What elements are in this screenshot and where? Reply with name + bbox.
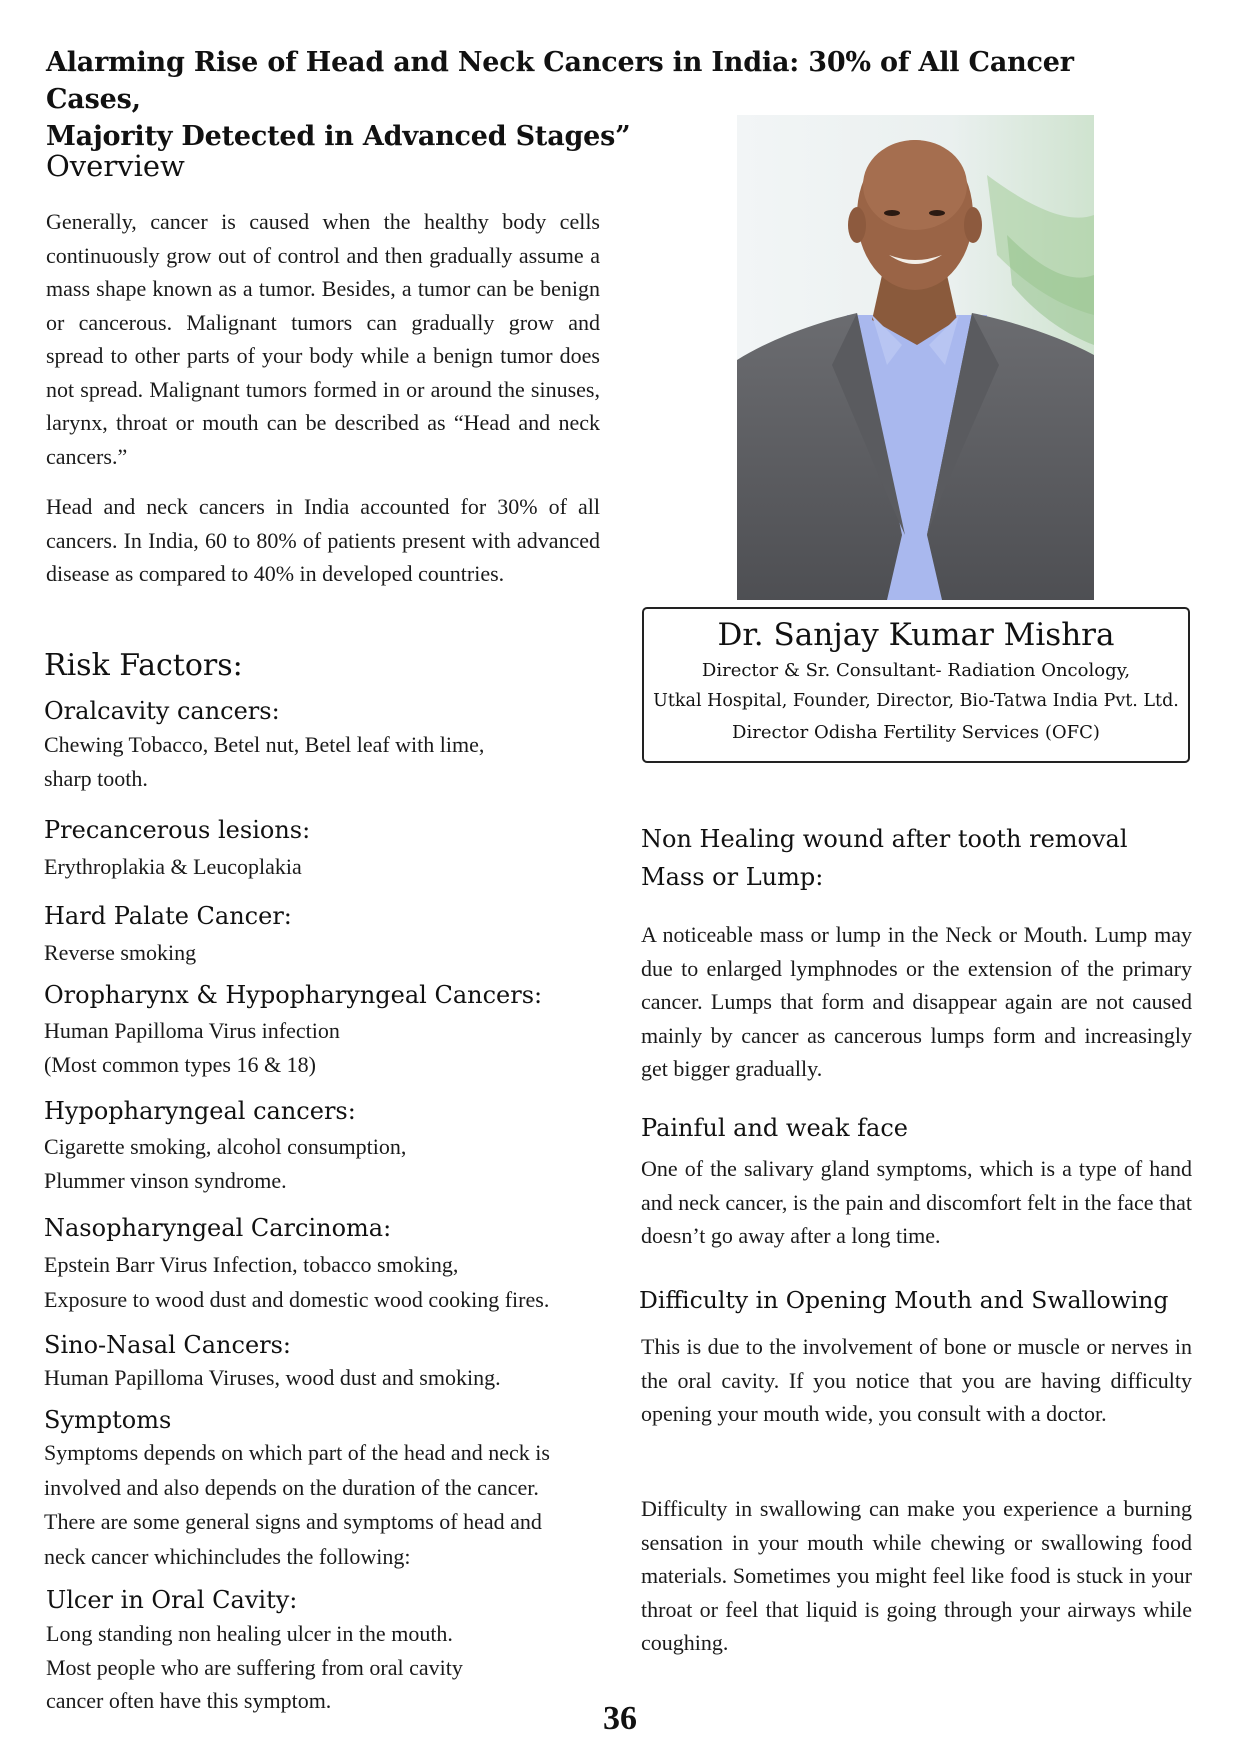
doctor-photo [737,115,1094,600]
risk-factors-heading: Risk Factors: [44,648,243,683]
risk-precancerous-heading: Precancerous lesions: [44,816,311,844]
portrait-illustration [737,115,1094,600]
risk-hard-palate-line-1: Reverse smoking [44,940,197,965]
painful-face-text: One of the salivary gland symptoms, which is a type of hand and neck cancer, is the pain and discomfort felt in the face that doesn’t go away after a long time. [641,1156,1192,1248]
overview-heading: Overview [46,149,185,183]
risk-oropharynx-line-1: Human Papilloma Virus infection [44,1018,340,1043]
risk-hard-palate-heading: Hard Palate Cancer: [44,902,292,930]
risk-hard-palate-text [44,936,196,970]
overview-paragraph-1: Generally, cancer is caused when the healthy body cells continuously grow out of control and then gradually assume a mass shape known as a tumor. Besides, a tumor can be benign or cancerous. Malignant tumors can gradually grow and spread to other parts of your body while a benign tumor does not spread. Malignant tumors formed in or around the sinuses, larynx, throat or mouth can be described as “Head and neck cancers.” [46,209,600,469]
doctor-name: Dr. Sanjay Kumar Mishra [717,617,1115,653]
doctor-role-line3: Director Odisha Fertility Services (OFC) [732,722,1100,743]
risk-nasopharyngeal-line-1: Epstein Barr Virus Infection, tobacco smoking, [44,1252,459,1277]
overview-paragraph-2: Head and neck cancers in India accounted for 30% of all cancers. In India, 60 to 80% of patients present with advanced disease as compared to 40% in developed countries. [46,494,600,586]
difficulty-heading: Difficulty in Opening Mouth and Swallowing [639,1286,1169,1314]
mass-or-lump-heading: Mass or Lump: [641,863,824,891]
symptoms-line-4: neck cancer whichincludes the following: [44,1543,411,1569]
doctor-info-box [642,607,1190,763]
risk-oralcavity-heading: Oralcavity cancers: [44,697,280,725]
risk-hypopharyngeal-line-1: Cigarette smoking, alcohol consumption, [44,1134,407,1159]
ulcer-line-3: cancer often have this symptom. [46,1688,332,1713]
risk-nasopharyngeal-heading: Nasopharyngeal Carcinoma: [44,1214,392,1242]
risk-oropharynx-text [44,1014,340,1081]
risk-precancerous-text [44,850,302,884]
ulcer-heading: Ulcer in Oral Cavity: [46,1586,298,1614]
difficulty-text-2: Difficulty in swallowing can make you experience a burning sensation in your mouth while chewing or swallowing food materials. Sometimes you might feel like food is stuck in your throat or feel that liquid is going through your airways while coughing. [641,1496,1192,1655]
ulcer-line-2: Most people who are suffering from oral cavity [46,1654,463,1680]
risk-oropharynx-heading: Oropharynx & Hypopharyngeal Cancers: [44,981,543,1009]
page-number: 36 [603,1700,637,1737]
painful-face-heading: Painful and weak face [641,1114,908,1142]
difficulty-text-1: This is due to the involvement of bone or muscle or nerves in the oral cavity. If you notice that you are having difficulty opening your mouth wide, you consult with a doctor. [641,1334,1192,1426]
risk-oralcavity-line-1: Chewing Tobacco, Betel nut, Betel leaf with lime, [44,732,485,757]
doctor-role-line2: Utkal Hospital, Founder, Director, Bio-Tatwa India Pvt. Ltd. [653,691,1179,711]
risk-sinonasal-heading: Sino-Nasal Cancers: [44,1331,292,1359]
risk-precancerous-line-1: Erythroplakia & Leucoplakia [44,854,302,879]
risk-oropharynx-line-2: (Most common types 16 & 18) [44,1051,316,1077]
risk-sinonasal-line-1: Human Papilloma Viruses, wood dust and smoking. [44,1365,501,1390]
risk-hypopharyngeal-heading: Hypopharyngeal cancers: [44,1097,356,1125]
risk-nasopharyngeal-text [44,1247,549,1317]
non-healing-wound-heading: Non Healing wound after tooth removal [641,825,1128,853]
doctor-role-line1: Director & Sr. Consultant- Radiation Oncology, [701,660,1131,681]
ulcer-text [46,1617,463,1718]
symptoms-line-2: involved and also depends on the duration of the cancer. [44,1474,539,1500]
ulcer-line-1: Long standing non healing ulcer in the mouth. [46,1621,453,1646]
symptoms-line-1: Symptoms depends on which part of the head and neck is [44,1440,550,1465]
risk-oralcavity-text [44,728,484,795]
article-title-line2: Majority Detected in Advanced Stages” [46,121,631,152]
article-title-line1: Alarming Rise of Head and Neck Cancers in India: 30% of All Cancer Cases, [46,47,1074,115]
symptoms-text [44,1436,550,1574]
risk-hypopharyngeal-line-2: Plummer vinson syndrome. [44,1167,287,1193]
risk-sinonasal-text [44,1361,501,1395]
risk-hypopharyngeal-text [44,1130,406,1197]
symptoms-line-3: There are some general signs and symptoms of head and [44,1509,542,1534]
risk-oralcavity-line-2: sharp tooth. [44,765,148,791]
risk-nasopharyngeal-line-2: Exposure to wood dust and domestic wood cooking fires. [44,1287,550,1312]
mass-or-lump-text: A noticeable mass or lump in the Neck or Mouth. Lump may due to enlarged lymphnodes or the extension of the primary cancer. Lumps that form and disappear again are not caused mainly by cancer as cancerous lumps form and increasingly get bigger gradually. [641,922,1192,1081]
symptoms-heading: Symptoms [44,1406,172,1434]
